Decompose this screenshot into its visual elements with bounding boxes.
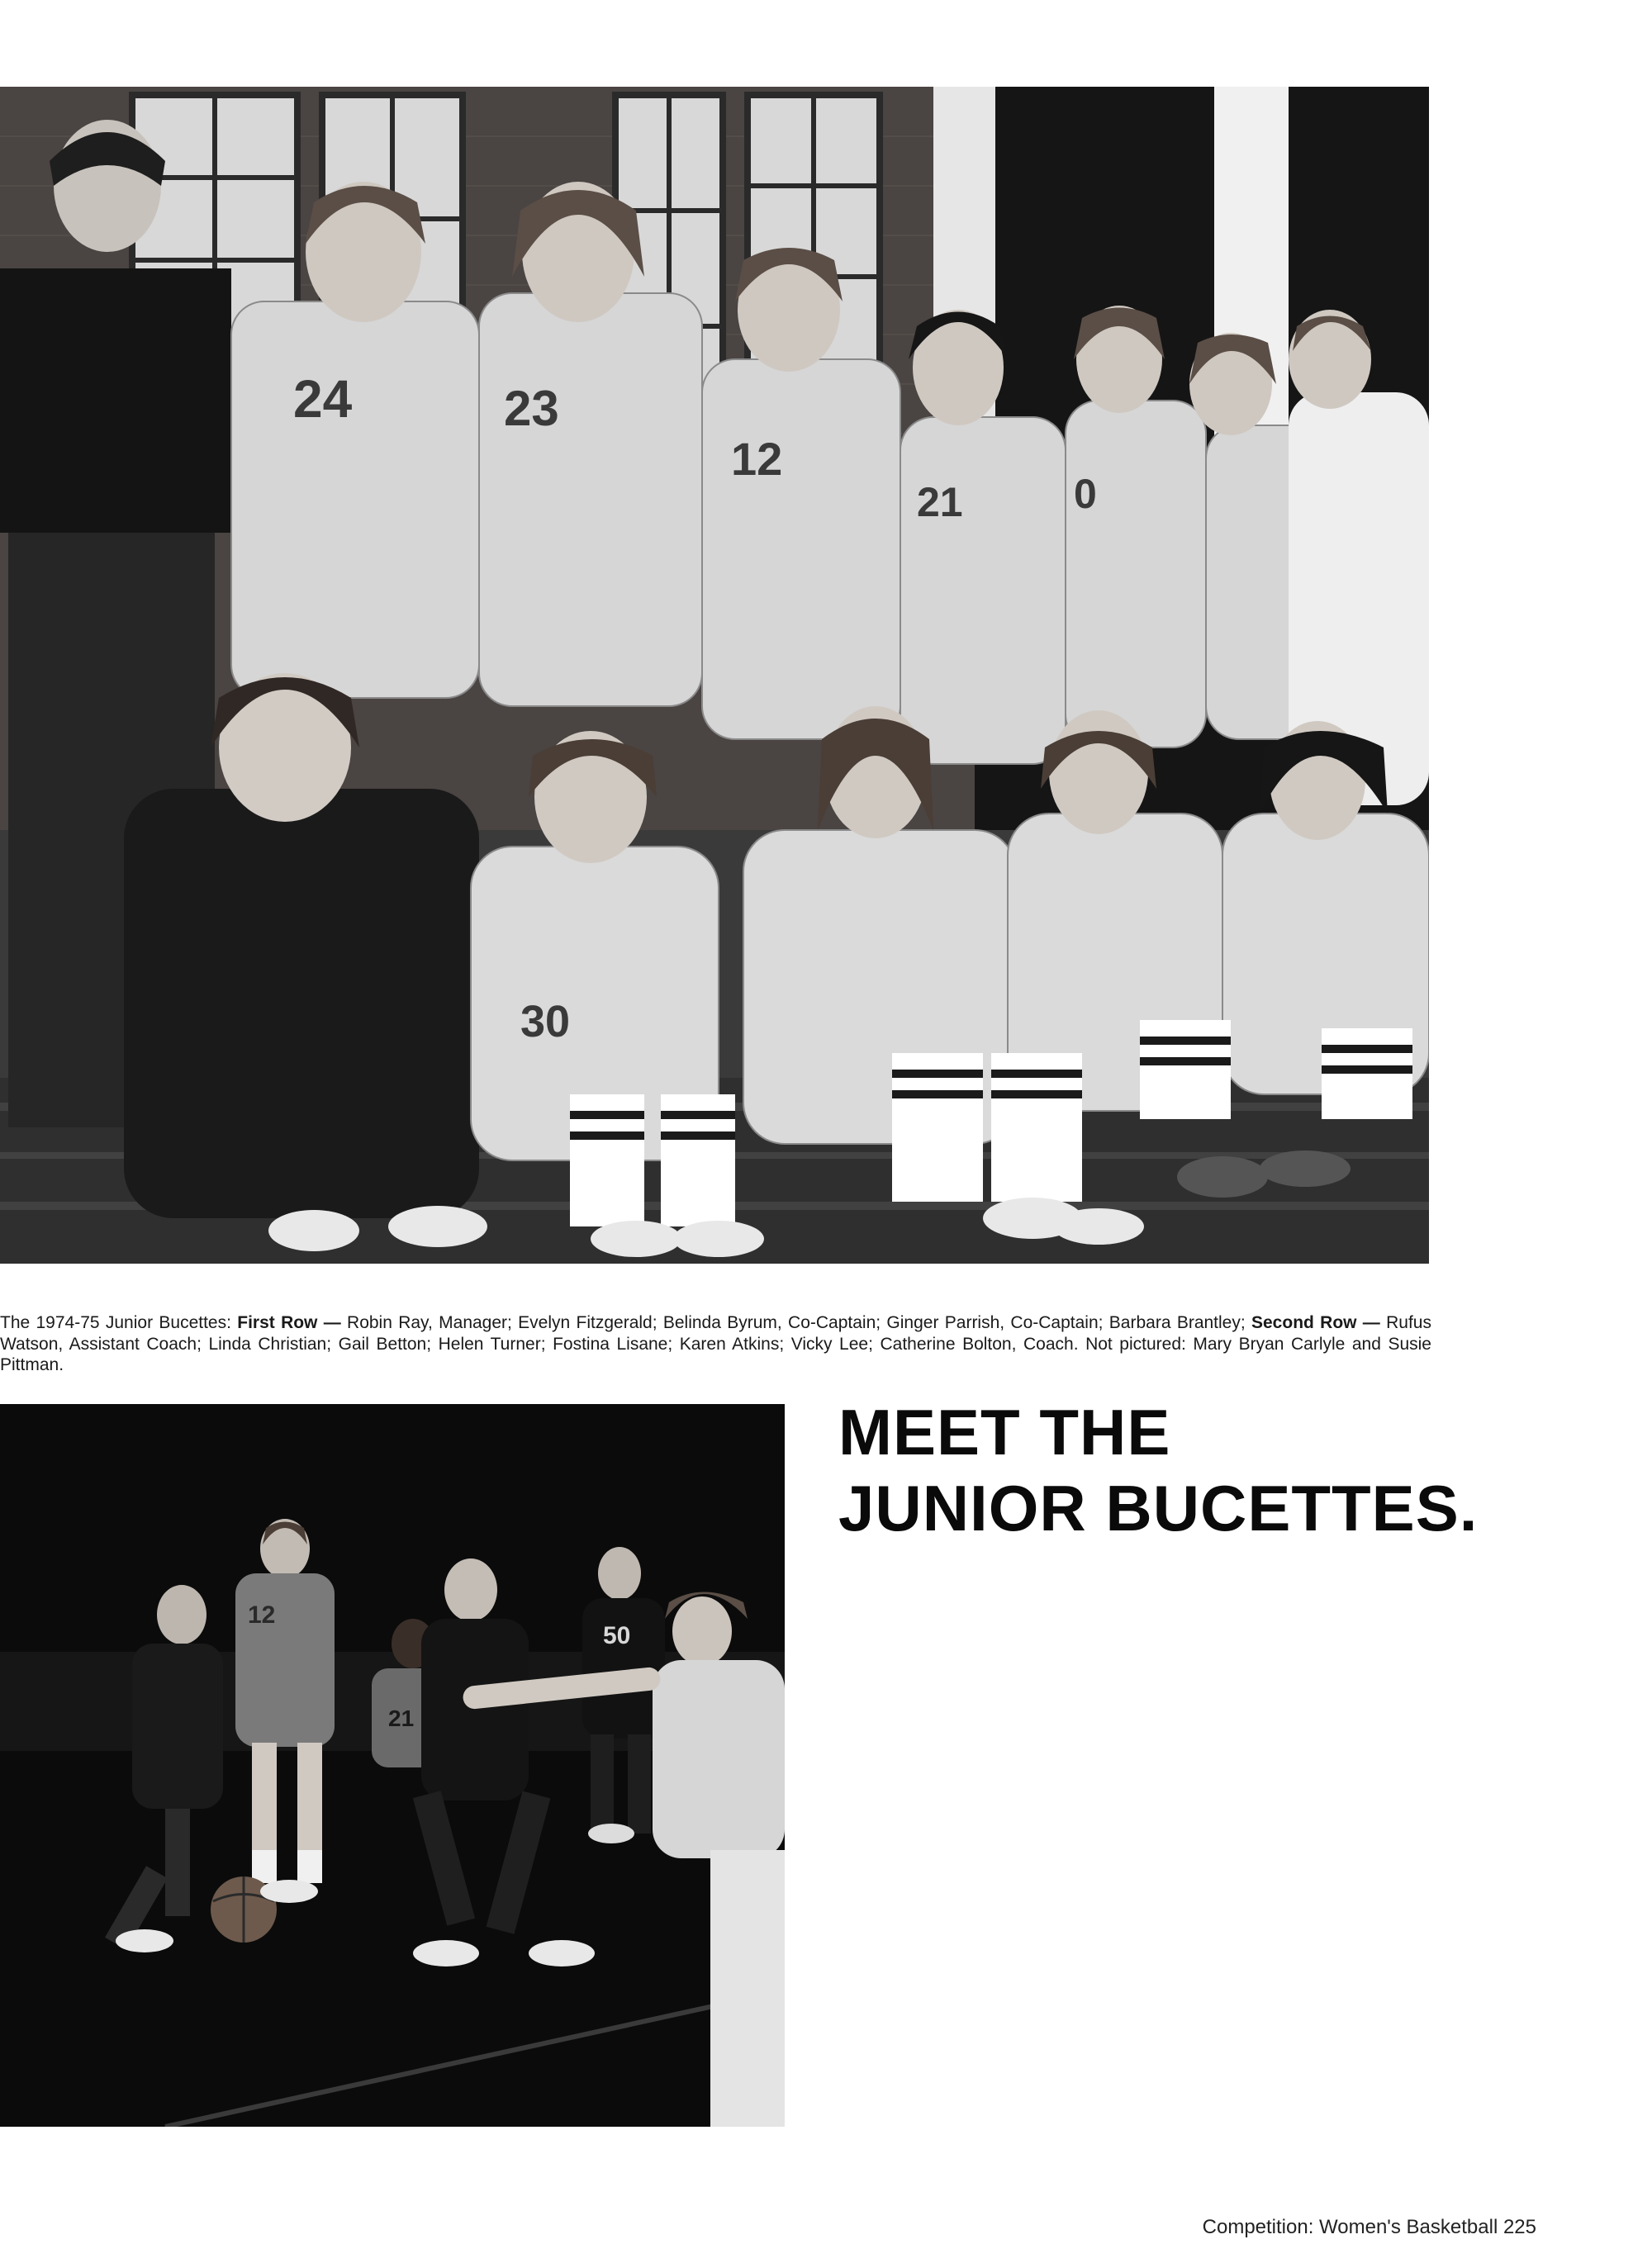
team-jersey-number: 30 bbox=[520, 997, 571, 1046]
team-photo bbox=[0, 87, 1429, 1264]
team-photo-illustration bbox=[0, 87, 1429, 1264]
folio-section: Competition: Women's Basketball bbox=[1202, 2216, 1498, 2238]
team-jersey-number: 12 bbox=[731, 433, 783, 485]
game-jersey-number: 12 bbox=[248, 1601, 276, 1629]
game-action-photo bbox=[0, 1404, 785, 2127]
caption-first-row-label: First Row — bbox=[237, 1313, 341, 1332]
caption-second-row-names: Rufus Watson, Assistant Coach; Linda Christian; Gail Betton; Helen Turner; Fostina Lisane; Karen Atkins; Vicky Lee; Catherine Bolton, Coach. Not pictured: Mary Bryan Carlyle and Susie Pittman. bbox=[0, 1313, 1431, 1374]
game-jersey-number: 50 bbox=[603, 1622, 631, 1649]
headline bbox=[838, 1394, 1549, 1546]
caption-intro: The 1974-75 Junior Bucettes: bbox=[0, 1313, 238, 1332]
photo-caption bbox=[0, 1312, 1431, 1376]
caption-second-row-label: Second Row — bbox=[1251, 1313, 1380, 1332]
caption-first-row-names: Robin Ray, Manager; Evelyn Fitzgerald; Belinda Byrum, Co-Captain; Ginger Parrish, Co-Captain; Barbara Brantley; bbox=[340, 1313, 1251, 1332]
team-jersey-number: 0 bbox=[1074, 471, 1097, 517]
team-jersey-number: 24 bbox=[293, 369, 353, 429]
game-jersey-number: 21 bbox=[388, 1706, 415, 1731]
page-folio bbox=[1203, 2216, 1536, 2239]
headline-line-2: JUNIOR BUCETTES. bbox=[838, 1472, 1479, 1544]
game-photo-illustration bbox=[0, 1404, 785, 2127]
headline-line-1: MEET THE bbox=[838, 1396, 1171, 1468]
team-jersey-number: 23 bbox=[504, 381, 559, 436]
folio-page-number: 225 bbox=[1502, 2216, 1536, 2238]
team-jersey-number: 21 bbox=[917, 479, 963, 525]
